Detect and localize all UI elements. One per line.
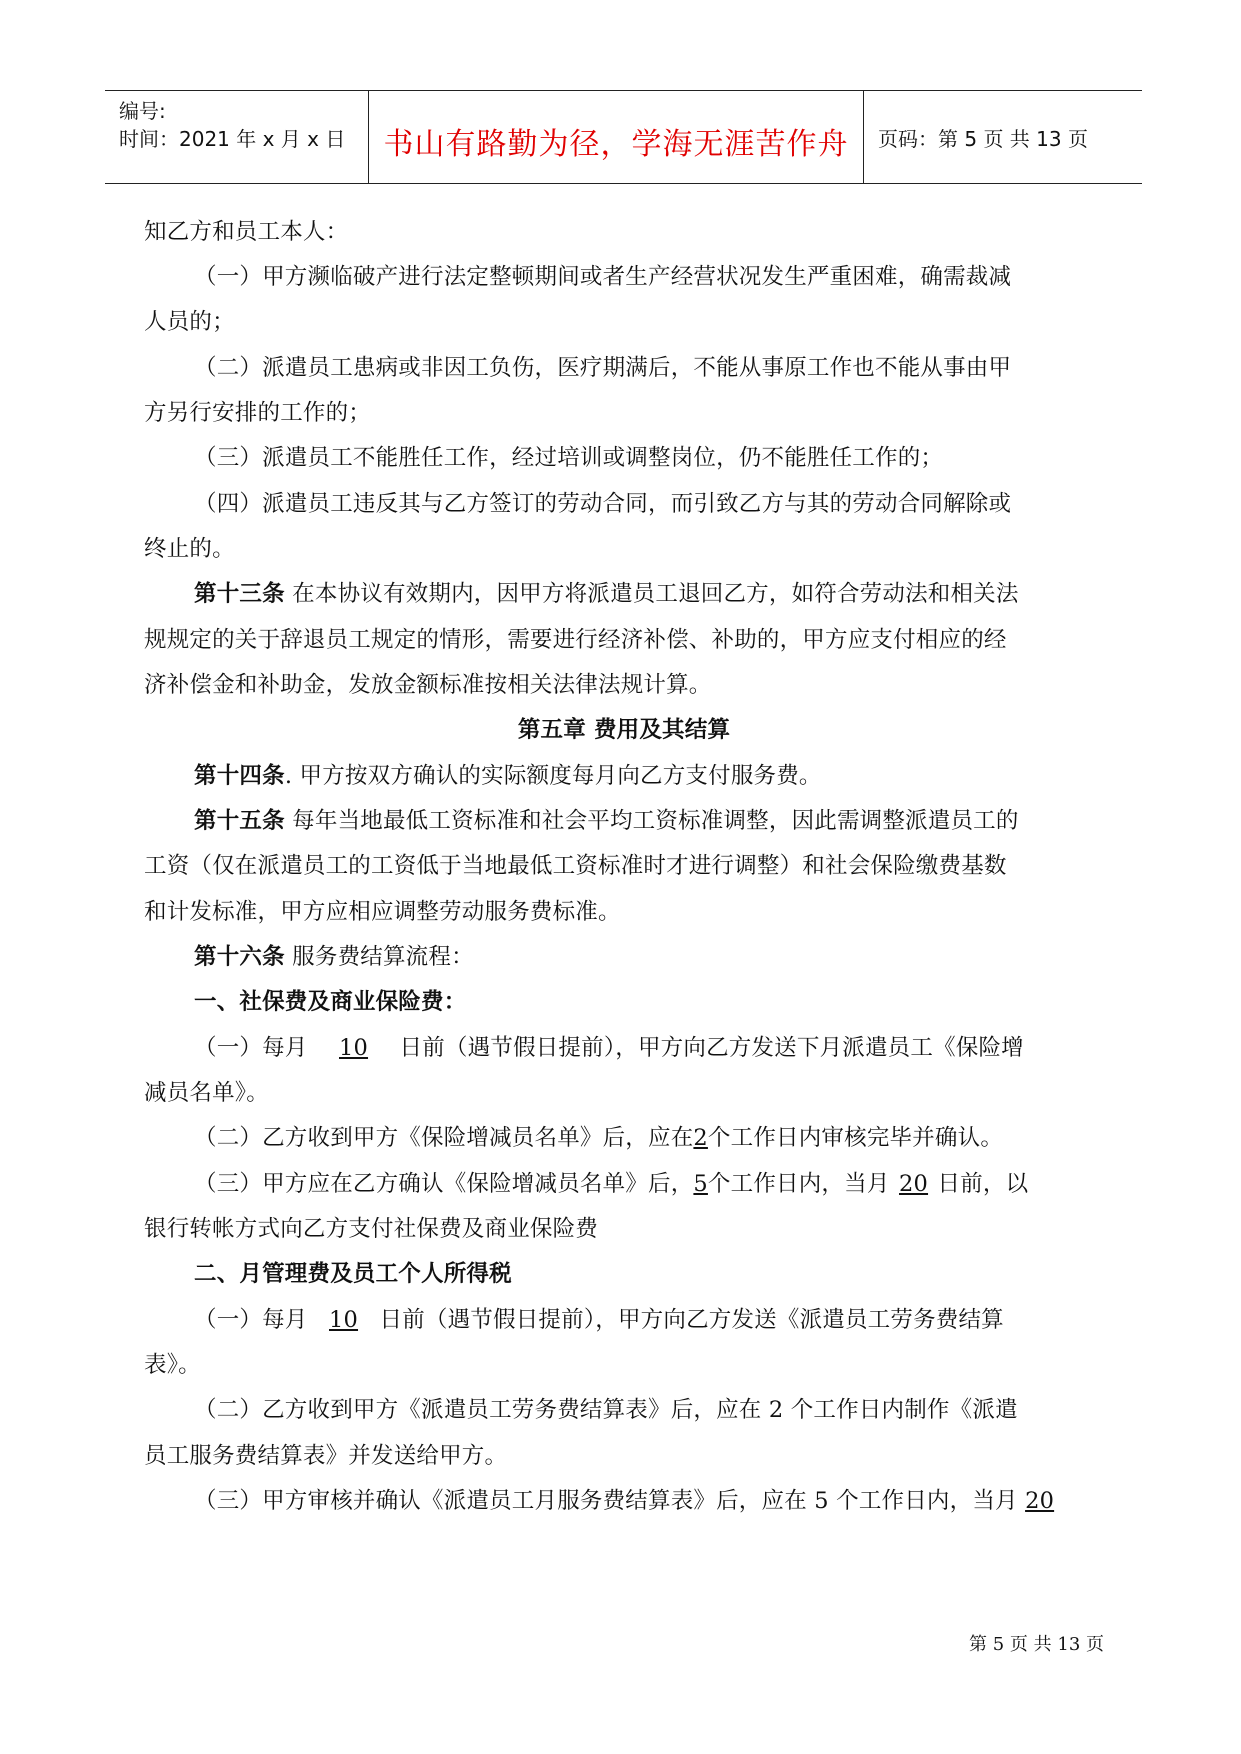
text-line bbox=[194, 1302, 1004, 1334]
article-16-line bbox=[194, 939, 474, 971]
text-line: 济补偿金和补助金，发放金额标准按相关法律法规计算。 bbox=[144, 672, 712, 698]
text-line bbox=[194, 1166, 1028, 1198]
text-line: （一）甲方濒临破产进行法定整顿期间或者生产经营状况发生严重困难，确需裁减 bbox=[194, 264, 1012, 290]
article-14-text: . 甲方按双方确认的实际额度每月向乙方支付服务费。 bbox=[284, 763, 822, 789]
header-motto: 书山有路勤为径，学海无涯苦作舟 bbox=[383, 127, 849, 162]
text-line: 终止的。 bbox=[144, 536, 235, 562]
header-page-cell bbox=[864, 91, 1142, 183]
filled-blank: 20 bbox=[1025, 1488, 1055, 1514]
text-segment: 个工作日内审核完毕并确认。 bbox=[707, 1125, 1004, 1151]
text-segment: 日前（遇节假日提前），甲方向乙方发送《派遣员工劳务费结算 bbox=[379, 1307, 1004, 1333]
text-line: 减员名单》。 bbox=[144, 1080, 269, 1106]
page-header bbox=[105, 90, 1142, 184]
text-line bbox=[194, 1483, 1054, 1515]
header-motto-cell bbox=[369, 91, 864, 183]
text-segment: 日前，以 bbox=[937, 1171, 1029, 1197]
page-footer: 第 5 页 共 13 页 bbox=[969, 1634, 1104, 1655]
document-number-label: 编号: bbox=[119, 99, 166, 123]
document-time-label: 时间：2021 年 x 月 x 日 bbox=[119, 127, 346, 151]
filled-blank: 5 bbox=[693, 1171, 708, 1197]
section-heading: 二、月管理费及员工个人所得税 bbox=[194, 1261, 512, 1287]
text-segment: （三）甲方审核并确认《派遣员工月服务费结算表》后，应在 5 个工作日内，当月 bbox=[194, 1488, 1026, 1514]
chapter-heading: 第五章 费用及其结算 bbox=[517, 717, 731, 743]
article-15-heading: 第十五条 bbox=[194, 808, 285, 834]
article-16-text: 服务费结算流程： bbox=[284, 944, 474, 970]
text-line: 工资（仅在派遣员工的工资低于当地最低工资标准时才进行调整）和社会保险缴费基数 bbox=[144, 853, 1007, 879]
article-13-heading: 第十三条 bbox=[194, 581, 285, 607]
text-line: 规规定的关于辞退员工规定的情形，需要进行经济补偿、补助的，甲方应支付相应的经 bbox=[144, 627, 1007, 653]
text-line: （三）派遣员工不能胜任工作，经过培训或调整岗位，仍不能胜任工作的； bbox=[194, 445, 944, 471]
filled-blank: 2 bbox=[693, 1125, 708, 1151]
text-segment: （二）乙方收到甲方《保险增减员名单》后，应在 bbox=[194, 1125, 694, 1151]
text-line bbox=[194, 1120, 1003, 1152]
article-14-heading: 第十四条 bbox=[194, 763, 285, 789]
text-line: （二）派遣员工患病或非因工负伤，医疗期满后，不能从事原工作也不能从事由甲 bbox=[194, 355, 1012, 381]
article-15-line bbox=[194, 803, 1019, 835]
text-line: 表》。 bbox=[144, 1352, 201, 1378]
section-heading: 一、社保费及商业保险费： bbox=[194, 989, 467, 1015]
article-15-text: 每年当地最低工资标准和社会平均工资标准调整，因此需调整派遣员工的 bbox=[284, 808, 1019, 834]
header-meta-cell bbox=[105, 91, 369, 183]
text-line: 银行转帐方式向乙方支付社保费及商业保险费 bbox=[144, 1216, 599, 1242]
text-segment: 日前（遇节假日提前），甲方向乙方发送下月派遣员工《保险增 bbox=[399, 1035, 1024, 1061]
text-line: 方另行安排的工作的； bbox=[144, 400, 372, 426]
text-line: （二）乙方收到甲方《派遣员工劳务费结算表》后，应在 2 个工作日内制作《派遣 bbox=[194, 1397, 1018, 1423]
article-13-text: 在本协议有效期内，因甲方将派遣员工退回乙方，如符合劳动法和相关法 bbox=[284, 581, 1019, 607]
text-segment: （一）每月 bbox=[194, 1035, 308, 1061]
text-segment: （一）每月 bbox=[194, 1307, 308, 1333]
filled-blank: 10 bbox=[339, 1035, 369, 1061]
filled-blank: 20 bbox=[899, 1171, 929, 1197]
text-line: （四）派遣员工违反其与乙方签订的劳动合同，而引致乙方与其的劳动合同解除或 bbox=[194, 491, 1012, 517]
text-line: 知乙方和员工本人： bbox=[144, 219, 349, 245]
text-segment: 个工作日内，当月 bbox=[707, 1171, 890, 1197]
header-page-number: 页码：第 5 页 共 13 页 bbox=[878, 127, 1088, 151]
article-13-line bbox=[194, 576, 1019, 608]
text-segment: （三）甲方应在乙方确认《保险增减员名单》后， bbox=[194, 1171, 694, 1197]
text-line: 和计发标准，甲方应相应调整劳动服务费标准。 bbox=[144, 899, 621, 925]
article-16-heading: 第十六条 bbox=[194, 944, 285, 970]
filled-blank: 10 bbox=[329, 1307, 359, 1333]
text-line: 人员的； bbox=[144, 309, 235, 335]
text-line: 员工服务费结算表》并发送给甲方。 bbox=[144, 1443, 508, 1469]
text-line bbox=[194, 1030, 1024, 1062]
article-14-line bbox=[194, 758, 822, 790]
